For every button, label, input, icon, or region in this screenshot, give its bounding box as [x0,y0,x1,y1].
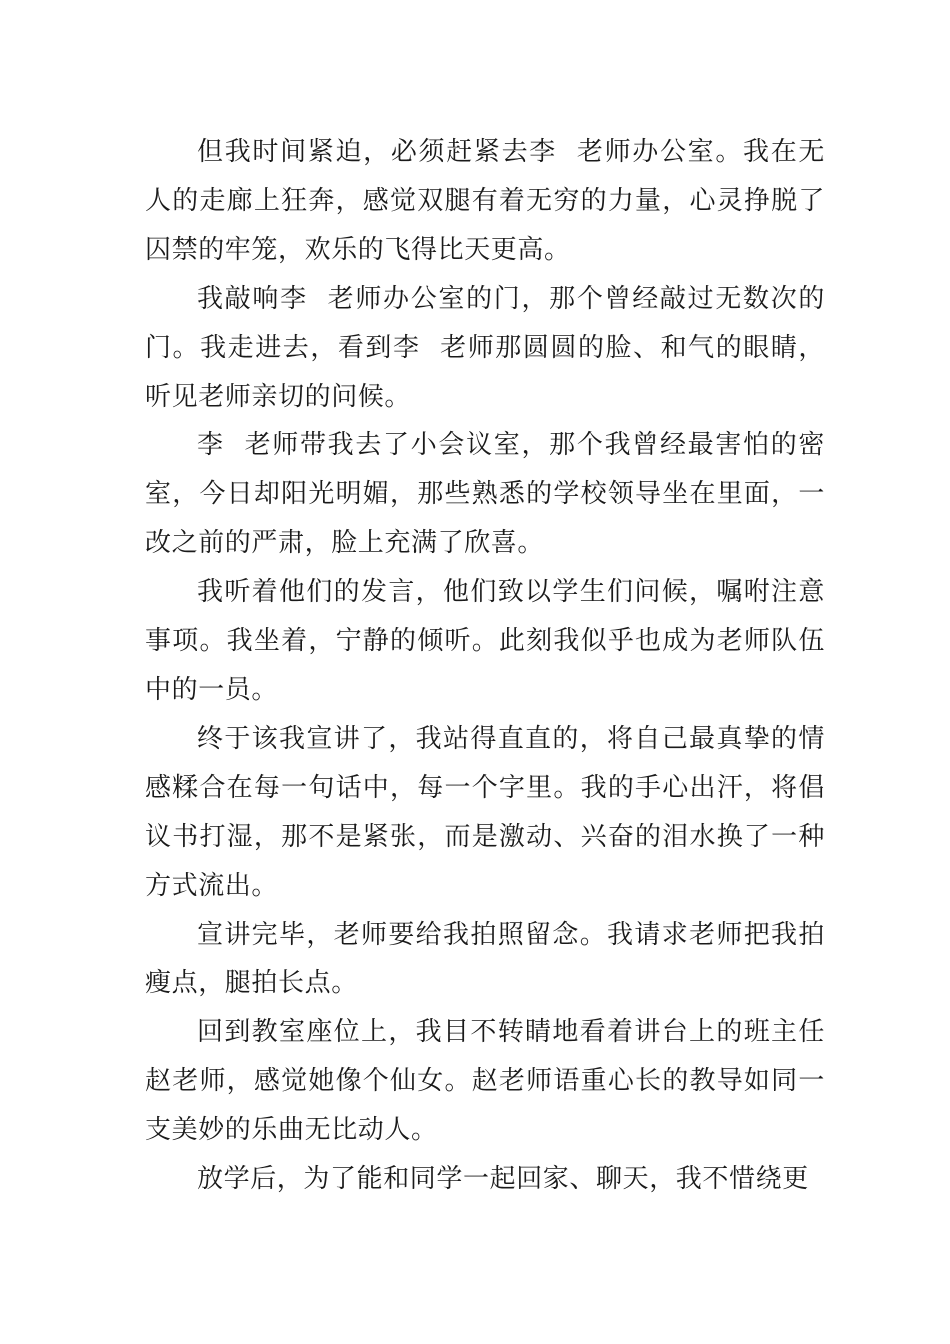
body-text [145,128,825,1204]
paragraph-1: 但我时间紧迫，必须赶紧去李 老师办公室。我在无人的走廊上狂奔，感觉双腿有着无穷的力量，心灵挣脱了囚禁的牢笼，欢乐的飞得比天更高。 [145,137,825,265]
paragraph-2: 我敲响李 老师办公室的门，那个曾经敲过无数次的门。我走进去，看到李 老师那圆圆的脸、和气的眼睛，听见老师亲切的问候。 [145,283,825,412]
paragraph-4: 我听着他们的发言，他们致以学生们问候，嘱咐注意事项。我坐着，宁静的倾听。此刻我似乎也成为老师队伍中的一员。 [145,577,825,705]
paragraph-6: 宣讲完毕，老师要给我拍照留念。我请求老师把我拍瘦点，腿拍长点。 [145,919,825,999]
paragraph-7: 回到教室座位上，我目不转睛地看着讲台上的班主任赵老师，感觉她像个仙女。赵老师语重心长的教导如同一支美妙的乐曲无比动人。 [145,1017,825,1146]
paragraph-3: 李 老师带我去了小会议室，那个我曾经最害怕的密室，今日却阳光明媚，那些熟悉的学校领导坐在里面，一改之前的严肃，脸上充满了欣喜。 [145,430,825,559]
paragraph-5: 终于该我宣讲了，我站得直直的，将自己最真挚的情感糅合在每一句话中，每一个字里。我的手心出汗，将倡议书打湿，那不是紧张，而是激动、兴奋的泪水换了一种方式流出。 [145,723,825,901]
paragraph-8: 放学后，为了能和同学一起回家、聊天，我不惜绕更 [197,1164,809,1195]
